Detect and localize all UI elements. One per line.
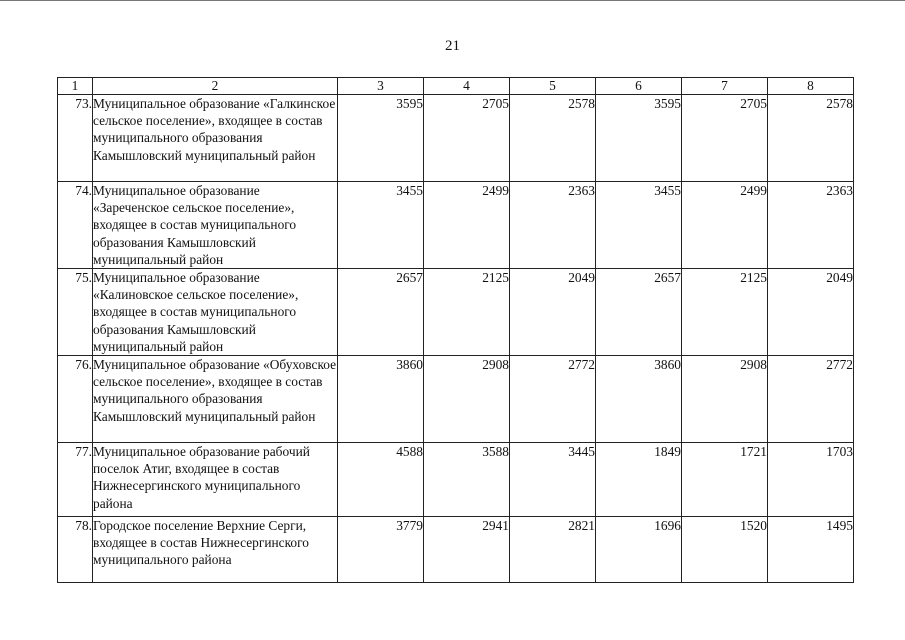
- value-cell: 1721: [682, 443, 768, 517]
- value-cell: 2772: [768, 356, 854, 443]
- column-header: 2: [93, 78, 338, 95]
- value-cell: 2941: [424, 517, 510, 583]
- value-cell: 2578: [510, 95, 596, 182]
- page-number: 21: [445, 38, 460, 54]
- value-cell: 1849: [596, 443, 682, 517]
- row-index: 78.: [58, 517, 93, 583]
- data-table: [57, 77, 854, 583]
- scan-edge: [0, 0, 905, 1]
- municipality-name: Муниципальное образование «Зареченское сельское поселение», входящее в состав муниципального образования Камышловский муниципальный район: [93, 182, 338, 269]
- table-row: [58, 269, 854, 356]
- table-row: [58, 517, 854, 583]
- value-cell: 2657: [596, 269, 682, 356]
- value-cell: 2578: [768, 95, 854, 182]
- value-cell: 1495: [768, 517, 854, 583]
- value-cell: 2657: [338, 269, 424, 356]
- column-header: 8: [768, 78, 854, 95]
- municipality-name: Городское поселение Верхние Серги, входящее в состав Нижнесергинского муниципального района: [93, 517, 338, 583]
- column-header: 7: [682, 78, 768, 95]
- value-cell: 2772: [510, 356, 596, 443]
- value-cell: 2705: [424, 95, 510, 182]
- column-header: 4: [424, 78, 510, 95]
- table-row: [58, 443, 854, 517]
- value-cell: 2499: [424, 182, 510, 269]
- value-cell: 3455: [596, 182, 682, 269]
- value-cell: 2125: [424, 269, 510, 356]
- municipality-name: Муниципальное образование рабочий поселок Атиг, входящее в состав Нижнесергинского муниципального района: [93, 443, 338, 517]
- municipality-name: Муниципальное образование «Галкинское сельское поселение», входящее в состав муниципального образования Камышловский муниципальный район: [93, 95, 338, 182]
- value-cell: 2499: [682, 182, 768, 269]
- table-header-row: [58, 78, 854, 95]
- value-cell: 3588: [424, 443, 510, 517]
- value-cell: 2363: [768, 182, 854, 269]
- row-index: 75.: [58, 269, 93, 356]
- municipality-name: Муниципальное образование «Обуховское сельское поселение», входящее в состав муниципального образования Камышловский муниципальный район: [93, 356, 338, 443]
- column-header: 5: [510, 78, 596, 95]
- column-header: 3: [338, 78, 424, 95]
- value-cell: 1520: [682, 517, 768, 583]
- table-row: [58, 95, 854, 182]
- value-cell: 3595: [338, 95, 424, 182]
- value-cell: 2908: [682, 356, 768, 443]
- column-header: 6: [596, 78, 682, 95]
- value-cell: 2049: [768, 269, 854, 356]
- value-cell: 1703: [768, 443, 854, 517]
- value-cell: 2821: [510, 517, 596, 583]
- value-cell: 2908: [424, 356, 510, 443]
- row-index: 74.: [58, 182, 93, 269]
- value-cell: 2125: [682, 269, 768, 356]
- value-cell: 3779: [338, 517, 424, 583]
- value-cell: 3445: [510, 443, 596, 517]
- value-cell: 3860: [596, 356, 682, 443]
- value-cell: 3595: [596, 95, 682, 182]
- table-row: [58, 182, 854, 269]
- column-header: 1: [58, 78, 93, 95]
- row-index: 76.: [58, 356, 93, 443]
- value-cell: 2705: [682, 95, 768, 182]
- value-cell: 4588: [338, 443, 424, 517]
- row-index: 73.: [58, 95, 93, 182]
- municipality-name: Муниципальное образование «Калиновское сельское поселение», входящее в состав муниципального образования Камышловский муниципальный район: [93, 269, 338, 356]
- value-cell: 2049: [510, 269, 596, 356]
- value-cell: 1696: [596, 517, 682, 583]
- row-index: 77.: [58, 443, 93, 517]
- table-row: [58, 356, 854, 443]
- value-cell: 3860: [338, 356, 424, 443]
- value-cell: 2363: [510, 182, 596, 269]
- value-cell: 3455: [338, 182, 424, 269]
